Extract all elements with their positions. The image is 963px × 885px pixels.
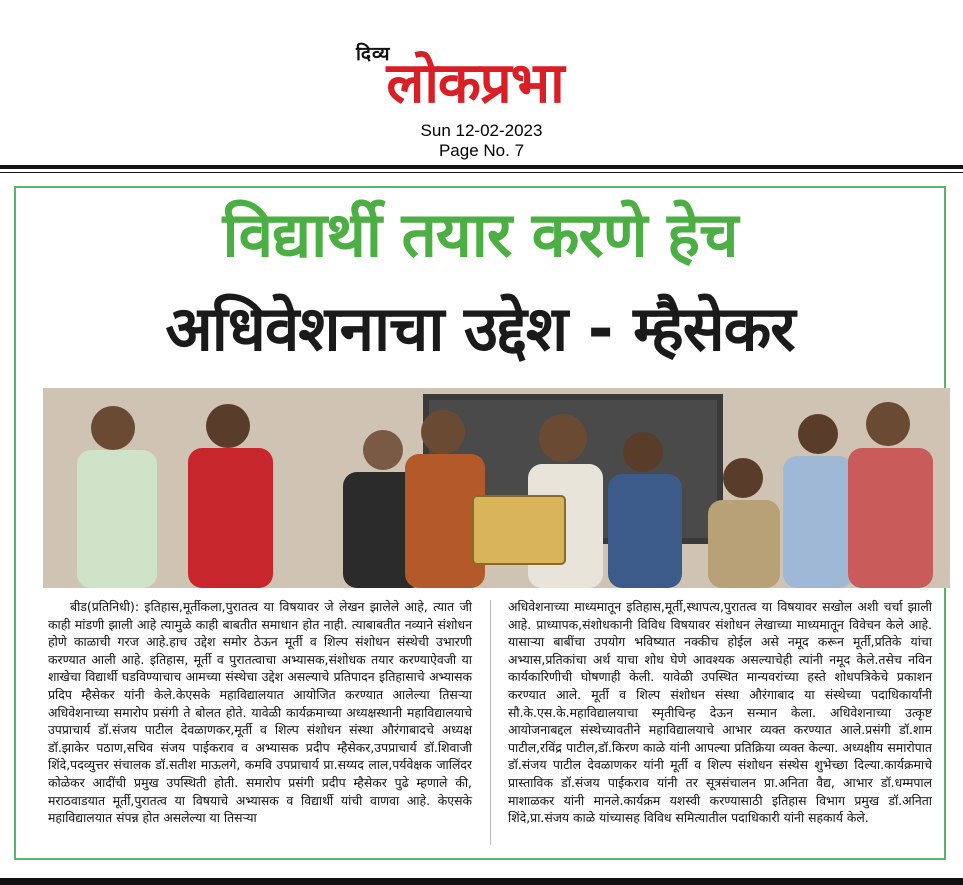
masthead	[0, 0, 963, 170]
photo-illustration	[43, 388, 950, 588]
column-divider	[490, 600, 491, 845]
publication-date: Sun 12-02-2023	[420, 121, 543, 140]
page-number: Page No. 7	[438, 141, 525, 160]
masthead-rule-thin	[0, 172, 963, 173]
footer-rule	[0, 878, 963, 885]
brand-tagline: दिव्य	[356, 43, 391, 65]
masthead-rule	[0, 165, 963, 169]
article-body-left: बीड(प्रतिनिधी): इतिहास,मूर्तीकला,पुरातत्व या विषयावर जे लेखन झालेले आहे, त्यात जी काही मांडणी झाली आहे त्यामुळे काही बाबतीत समाधान होत नाही. त्याबाबतीत नव्याने संशोधन होणे काळाची गरज आहे.हाच उद्देश समोर ठेऊन मूर्ती व शिल्प संशोधन संस्थेची उभारणी करण्यात आली आहे. इतिहास, मूर्ती व पुरातत्वाचा अभ्यासक,संशोधक तयार करण्याऐवजी या शाखेचा विद्यार्थी घडविण्याचाच आमच्या संस्थेचा उद्देश असल्याचे प्रतिपादन इतिहासाचे अभ्यासक प्रदिप म्हैसेकर यांनी केले.केएसके महाविद्यालयात आयोजित करण्यात आलेल्या तिसऱ्या अधिवेशनाच्या समारोप प्रसंगी ते बोलत होते. यावेळी कार्यक्रमाच्या अध्यक्षस्थानी महाविद्यालयाचे उपप्राचार्य डॉ.संजय पाटील देवळाणकर,मूर्ती व शिल्प संशोधन संस्था औरंगाबादचे अध्यक्ष डॉ.झाकेर पठाण,सचिव संजय पाईकराव व अभ्यासक प्रदीप म्हैसेकर,उपप्राचार्य डॉ.शिवाजी शिंदे,पदव्युत्तर संचालक डॉ.सतीश माऊलगे, कमवि उपप्राचार्य प्रा.सय्यद लाल,पर्यवेक्षक जालिंदर कोळेकर आदींची प्रमुख उपस्थिती होती. समारोप प्रसंगी प्रदीप म्हैसेकर पुढे म्हणाले की, मराठवाडयात मूर्ती,पुरातत्व या विषयाचे अभ्यासक व विद्यार्थी यांची वाणवा आहे. केएसके महाविद्यालयात संपन्न होत असलेल्या या तिसऱ्या	[48, 599, 472, 826]
brand-logo	[340, 46, 610, 122]
brand-name: लोकप्रभा	[386, 51, 564, 116]
article-box	[14, 186, 946, 860]
headline-line-2: अधिवेशनाचा उद्देश - म्हैसेकर	[165, 292, 795, 365]
article-photo	[43, 388, 950, 588]
article-body-right: अधिवेशनाच्या माध्यमातून इतिहास,मूर्ती,स्थापत्य,पुरातत्व या विषयावर सखोल अशी चर्चा झाली आहे. प्राध्यापक,संशोधकानी विविध विषयावर संशोधन लेखाच्या माध्यमातून विवेचन केले आहे. यासाऱ्या बाबींचा उपयोग भविष्यात नक्कीच होईल असे नमूद करून मूर्ती,प्रतिके यांचा अभ्यास,प्रतिकांचा अर्थ याचा शोध घेणे आवश्यक असल्याचेही त्यांनी नमूद केले.तसेच नविन कार्यकारिणीची घोषणाही केली. यावेळी उपस्थित मान्यवरांच्या हस्ते शोधपत्रिकेचे प्रकाशन करण्यात आले. मूर्ती व शिल्प संशोधन संस्था औरंगाबाद या संस्थेच्या पदाधिकार्यांनी सौ.के.एस.के.महाविद्यालयाचा स्मृतीचिन्ह देऊन सन्मान केला. अधिवेशनाच्या उत्कृष्ट आयोजनाबद्दल संस्थेच्यावतीने महाविद्यालयाचे आभार व्यक्त करण्यात आले.प्रसंगी डॉ.शाम पाटील,रविंद्र पाटील,डॉ.किरण काळे यांनी आपल्या प्रतिक्रिया व्यक्त केल्या. अध्यक्षीय समारोपात डॉ.संजय पाटील देवळाणकर यांनी मूर्ती व शिल्प संशोधन संस्थेस शुभेच्छा दिल्या.कार्यक्रमाचे प्रास्ताविक डॉ.संजय पाईकराव यांनी तर सूत्रसंचालन प्रा.अनिता वैद्य, आभार डॉ.धम्मपाल माशाळकर यांनी मानले.कार्यक्रम यशस्वी करण्यासाठी इतिहास विभाग प्रमुख डॉ.अनिता शिंदे,प्रा.संजय काळे यांच्यासह विविध समित्यातील पदाधिकारी यांनी सहकार्य केले.	[508, 599, 932, 826]
headline-line-1: विद्यार्थी तयार करणे हेच	[222, 198, 738, 271]
